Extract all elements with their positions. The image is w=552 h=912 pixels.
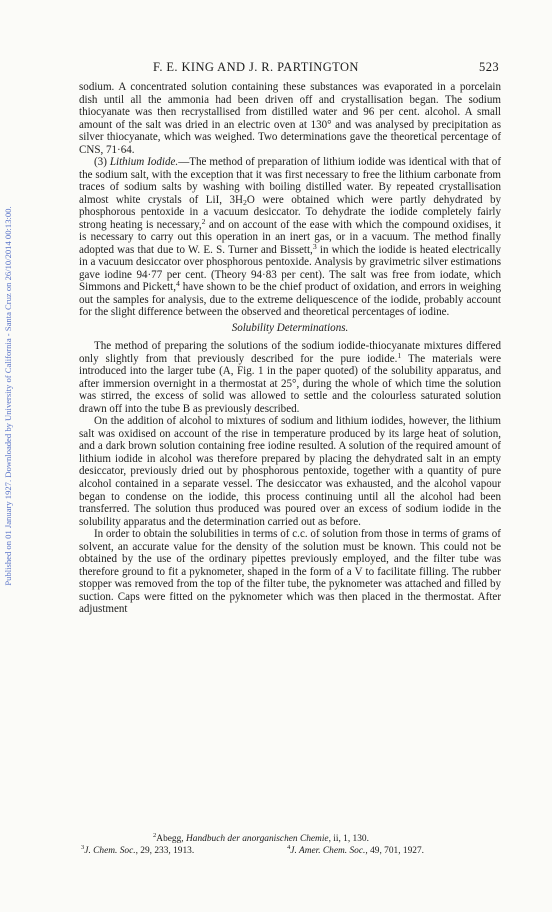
download-notice-text: Published on 01 January 1927. Downloaded by University of California - Santa Cruz on 26/10/2014 00:13:00. — [3, 206, 13, 586]
running-title: F. E. KING AND J. R. PARTINGTON — [153, 60, 359, 74]
footnote-mark: 4 — [287, 844, 291, 851]
paragraph-lithium-addition: On the addition of alcohol to mixtures of sodium and lithium iodides, however, the lithium salt was oxidised on account of the rise in temperature produced by its large heat of solution, and a dark brown solution containing free iodine resulted. A solution of the required amount of lithium iodide in alcohol was therefore prepared by placing the dehydrated salt in an empty desiccator, previously dried out by phosphorous pentoxide, together with a quantity of pure alcohol contained in a separate vessel. The desiccator was exhausted, and the alcohol vapour began to condense on the iodide, this process continuing until all the alcohol had been transferred. The solution thus produced was poured over an excess of sodium iodide in the solubility apparatus and the determination carried out as before. — [79, 415, 501, 528]
footnotes — [79, 833, 501, 857]
text-run: Abegg, — [156, 834, 186, 844]
page-number: 523 — [479, 60, 499, 74]
paragraph-density: In order to obtain the solubilities in terms of c.c. of solution from those in terms of grams of solvent, an accurate value for the density of the solution must be known. This could not be obtained by the use of the ordinary pipettes previously employed, and the filter tube was therefore ground to fit a pyknometer, shaped in the form of a V to facilitate filling. The rubber stopper was removed from the top of the filter tube, the pyknometer was attached and filled by suction. Caps were fitted on the pyknometer which was then placed in the thermostat. After adjustment — [79, 528, 501, 616]
text-run: , 29, 233, 1913. — [135, 846, 195, 856]
footnote-mark: 3 — [81, 844, 85, 851]
section-title: Solubility Determinations. — [231, 321, 349, 334]
text-run: —The method of preparation of lithium iodide was identical with that of the sodium salt, with the exception that it was first necessary to free the lithium carbonate from traces of sodium salts by washing with boiling distilled water. By repeated crystallisation almost white crystals of LiI, 3H — [79, 156, 501, 206]
subscript: 2 — [243, 197, 247, 207]
section-heading: Lithium Iodide. — [109, 156, 179, 169]
footnote-ref: 3 — [312, 241, 317, 251]
section-number: (3) — [94, 156, 107, 169]
text-run: in which the iodide is heated electrically in a vacuum desiccator over phosphorous pentoxide. Analysis by gravimetric silver estimations gave iodine 94·77 per cent. (Theory 94·83 per cent). The salt was free from iodate, which Simmons and Pickett, — [79, 243, 501, 294]
article-body — [79, 81, 501, 616]
text-run: , 49, 701, 1927. — [365, 846, 424, 856]
footnote-ref: 2 — [201, 216, 206, 226]
paragraph-method — [79, 340, 501, 415]
download-notice — [1, 96, 15, 696]
text-run: J. Chem. Soc. — [84, 846, 136, 856]
text-run: J. Amer. Chem. Soc. — [290, 846, 366, 856]
footnote-ref: 4 — [175, 279, 180, 289]
text-run: and on account of the ease with which the compound oxidises, it is necessary to carry out this operation in an inert gas, or in a vacuum. The method finally adopted was that due to W. E. S. Turner and Bissett, — [79, 218, 501, 256]
running-header — [79, 60, 499, 76]
text-run: , ii, 1, 130. — [328, 834, 369, 844]
text-run: The materials were introduced into the larger tube (A, Fig. 1 in the paper quoted) of the solubility apparatus, and after immersion overnight in a thermostat at 25°, during the whole of which time the solution was stirred, the excess of solid was allowed to settle and the colourless saturated solution drawn off into the tube B as previously described. — [79, 352, 501, 415]
footnote-line — [79, 845, 501, 857]
text-run: The method of preparing the solutions of the sodium iodide-thiocyanate mixtures differed only slightly from that previously described for the pure iodide. — [79, 340, 501, 365]
text-run: Handbuch der anorganischen Chemie — [185, 834, 329, 844]
footnote-4 — [287, 845, 424, 857]
footnote-ref: 1 — [397, 350, 402, 360]
footnote-3 — [81, 845, 194, 857]
text-run: have shown to be the chief product of oxidation, and errors in weighing out the samples for analysis, due to the extreme deliquescence of the iodide, probably account for the slight difference between the observed and theoretical percentages of iodine. — [79, 281, 501, 319]
text-run: O were obtained which were partly dehydrated by phosphorous pentoxide in a vacuum desiccator. To dehydrate the iodide completely fairly strong heating is necessary, — [79, 193, 501, 231]
footnote-mark: 2 — [153, 832, 157, 839]
paragraph-sodium-thiocyanate: sodium. A concentrated solution containing these substances was evaporated in a porcelain dish until all the ammonia had been driven off and crystallisation began. The sodium thiocyanate was then recrystallised from distilled water and 96 per cent. alcohol. A small amount of the salt was dried in an electric oven at 130° and was analysed by precipitation as silver thiocyanate, which was weighed. Two determinations gave the theoretical percentage of CNS, 71·64. — [79, 81, 501, 156]
paragraph-lithium-iodide — [79, 156, 501, 319]
